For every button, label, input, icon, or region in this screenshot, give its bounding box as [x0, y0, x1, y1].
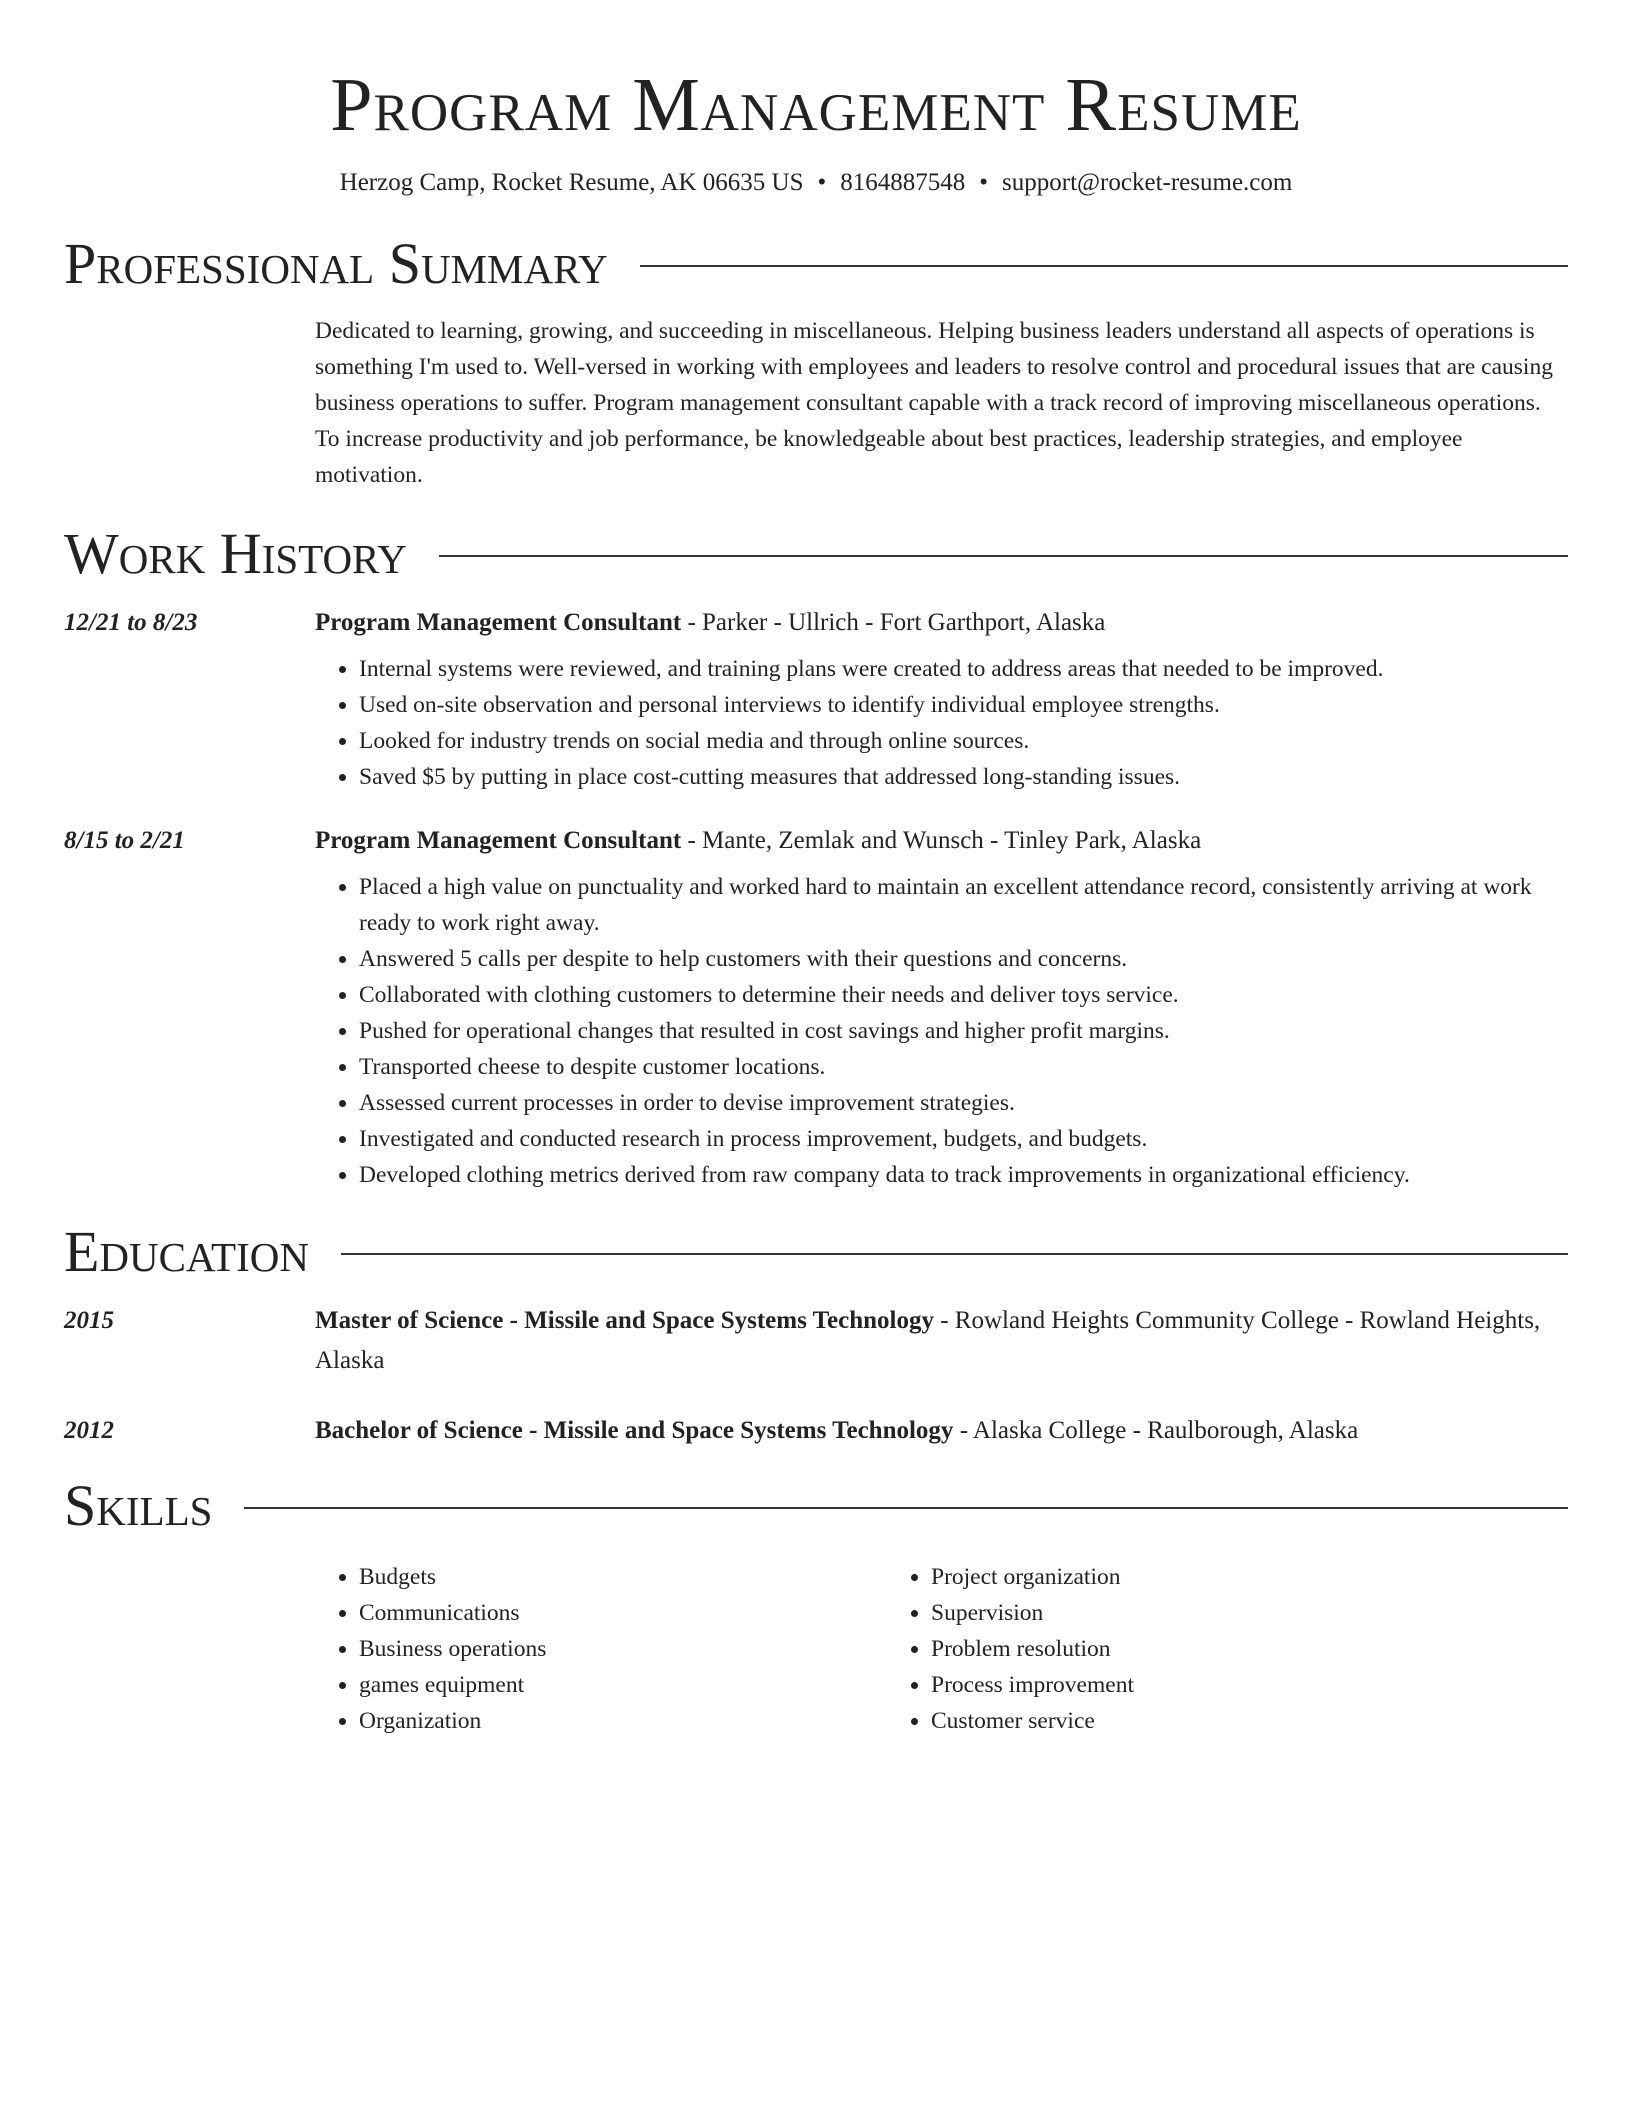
job-details: - Mante, Zemlak and Wunsch - Tinley Park, Alaska	[681, 827, 1202, 854]
skills-list-right	[887, 1559, 1459, 1739]
list-item: • Placed a high value on punctuality and worked hard to maintain an excellent attendance record, consistently arriving at work ready to work right away.	[359, 869, 1568, 941]
list-item: • Collaborated with clothing customers to determine their needs and deliver toys service.	[359, 977, 1568, 1013]
skill-item: • Communications	[359, 1595, 887, 1631]
skills-spacer	[64, 1559, 315, 1739]
separator-dot: •	[817, 169, 827, 196]
summary-row	[64, 313, 1568, 493]
section-title-education: Education	[64, 1219, 309, 1284]
job-bullets	[315, 651, 1568, 795]
section-header-work	[64, 519, 1568, 589]
section-header-summary	[64, 229, 1568, 299]
education-heading	[315, 1411, 1568, 1451]
job-heading	[315, 603, 1568, 643]
job-heading	[315, 821, 1568, 861]
skills-list-left	[315, 1559, 887, 1739]
section-divider	[439, 555, 1568, 557]
job-entry	[64, 603, 1568, 795]
job-details: - Parker - Ullrich - Fort Garthport, Alaska	[681, 609, 1106, 636]
summary-text: Dedicated to learning, growing, and succeeding in miscellaneous. Helping business leaders understand all aspects of operations is something I'm used to. Well-versed in working with employees and leaders to resolve control and procedural issues that are causing business operations to suffer. Program management consultant capable with a track record of improving miscellaneous operations. To increase productivity and job performance, be knowledgeable about best practices, leadership strategies, and employee motivation.	[315, 318, 1553, 488]
section-title-work: Work History	[64, 521, 407, 586]
education-entry	[64, 1411, 1568, 1451]
job-dates: 12/21 to 8/23	[64, 609, 198, 636]
skill-item: • Customer service	[931, 1703, 1459, 1739]
section-title-summary: Professional Summary	[64, 231, 608, 296]
section-header-education	[64, 1217, 1568, 1287]
phone: 8164887548	[840, 169, 966, 196]
contact-line	[64, 166, 1568, 200]
education-details: - Alaska College - Raulborough, Alaska	[953, 1417, 1359, 1444]
list-item: • Investigated and conducted research in process improvement, budgets, and budgets.	[359, 1121, 1568, 1157]
list-item: • Developed clothing metrics derived from raw company data to track improvements in organizational efficiency.	[359, 1157, 1568, 1193]
job-dates: 8/15 to 2/21	[64, 827, 185, 854]
education-degree: Bachelor of Science - Missile and Space Systems Technology	[315, 1417, 954, 1444]
section-header-skills	[64, 1471, 1568, 1541]
skill-item: • Process improvement	[931, 1667, 1459, 1703]
job-title: Program Management Consultant	[315, 609, 682, 636]
education-degree: Master of Science - Missile and Space Systems Technology	[315, 1307, 934, 1334]
skills-row	[64, 1559, 1568, 1739]
education-heading	[315, 1301, 1568, 1381]
skill-item: • games equipment	[359, 1667, 887, 1703]
job-entry	[64, 821, 1568, 1193]
list-item: • Used on-site observation and personal interviews to identify individual employee strengths.	[359, 687, 1568, 723]
job-title: Program Management Consultant	[315, 827, 682, 854]
resume-page	[64, 0, 1568, 1739]
address: Herzog Camp, Rocket Resume, AK 06635 US	[339, 169, 804, 196]
separator-dot: •	[979, 169, 989, 196]
skill-item: • Project organization	[931, 1559, 1459, 1595]
list-item: • Looked for industry trends on social media and through online sources.	[359, 723, 1568, 759]
section-divider	[341, 1253, 1568, 1255]
skill-item: • Supervision	[931, 1595, 1459, 1631]
job-bullets	[315, 869, 1568, 1193]
skill-item: • Business operations	[359, 1631, 887, 1667]
list-item: • Internal systems were reviewed, and training plans were created to address areas that needed to be improved.	[359, 651, 1568, 687]
education-details: - Rowland Heights Community College - Rowland Heights, Alaska	[315, 1307, 1541, 1374]
list-item: • Transported cheese to despite customer locations.	[359, 1049, 1568, 1085]
resume-title: Program Management Resume	[330, 63, 1302, 147]
skill-item: • Problem resolution	[931, 1631, 1459, 1667]
summary-spacer	[64, 313, 315, 493]
section-divider	[640, 265, 1568, 267]
list-item: • Saved $5 by putting in place cost-cutting measures that addressed long-standing issues.	[359, 759, 1568, 795]
section-divider	[244, 1507, 1568, 1509]
list-item: • Answered 5 calls per despite to help customers with their questions and concerns.	[359, 941, 1568, 977]
education-entry	[64, 1301, 1568, 1381]
skill-item: • Organization	[359, 1703, 887, 1739]
list-item: • Assessed current processes in order to devise improvement strategies.	[359, 1085, 1568, 1121]
email: support@rocket-resume.com	[1002, 169, 1293, 196]
skill-item: • Budgets	[359, 1559, 887, 1595]
education-year: 2015	[64, 1307, 114, 1334]
list-item: • Pushed for operational changes that resulted in cost savings and higher profit margins.	[359, 1013, 1568, 1049]
skills-grid	[315, 1559, 1568, 1739]
section-title-skills: Skills	[64, 1473, 213, 1538]
education-year: 2012	[64, 1417, 114, 1444]
